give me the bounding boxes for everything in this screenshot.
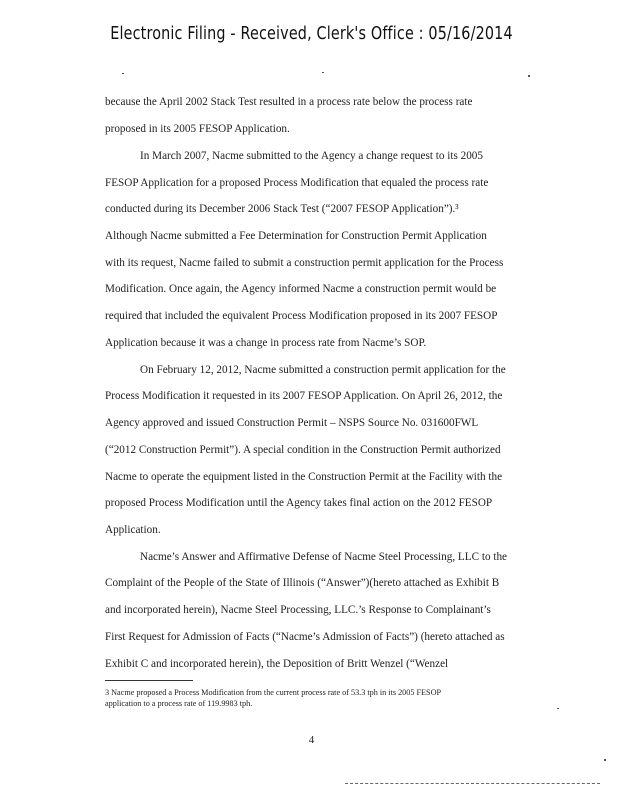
- body-line: (“2012 Construction Permit”). A special condition in the Construction Permit authorized: [105, 444, 501, 456]
- body-line: proposed in its 2005 FESOP Application.: [105, 123, 290, 135]
- page-number: 4: [308, 734, 315, 746]
- body-line: Application because it was a change in process rate from Nacme’s SOP.: [105, 337, 427, 349]
- bottom-scan-line: [345, 783, 600, 784]
- footnote-divider: [105, 680, 193, 681]
- scan-speck: [528, 75, 530, 77]
- body-line: First Request for Admission of Facts (“Nacme’s Admission of Facts”) (hereto attached as: [105, 631, 505, 643]
- body-line: Exhibit C and incorporated herein), the Deposition of Britt Wenzel (“Wenzel: [105, 658, 449, 670]
- body-line: proposed Process Modification until the Agency takes final action on the 2012 FESOP: [105, 497, 493, 509]
- body-line: Nacme to operate the equipment listed in the Construction Permit at the Facility with the: [105, 471, 503, 483]
- body-line: Nacme’s Answer and Affirmative Defense of Nacme Steel Processing, LLC to the: [140, 551, 508, 563]
- body-line: required that included the equivalent Process Modification proposed in its 2007 FESOP: [105, 310, 498, 322]
- body-line: conducted during its December 2006 Stack Test (“2007 FESOP Application”).³: [105, 203, 459, 215]
- body-line: Process Modification it requested in its 2007 FESOP Application. On April 26, 2012, the: [105, 390, 503, 402]
- body-line: with its request, Nacme failed to submit a construction permit application for the Process: [105, 257, 504, 269]
- filing-stamp: Electronic Filing - Received, Clerk's Office : 05/16/2014: [110, 24, 513, 44]
- body-line: Complaint of the People of the State of Illinois (“Answer”)(hereto attached as Exhibit B: [105, 577, 500, 589]
- body-line: In March 2007, Nacme submitted to the Agency a change request to its 2005: [140, 150, 483, 162]
- scan-speck: [322, 72, 324, 73]
- scan-speck: [604, 759, 606, 761]
- body-line: Modification. Once again, the Agency informed Nacme a construction permit would be: [105, 283, 497, 295]
- body-line: On February 12, 2012, Nacme submitted a construction permit application for the: [140, 364, 506, 376]
- scan-speck: [557, 708, 559, 709]
- footnote-line: 3 Nacme proposed a Process Modification from the current process rate of 53.3 tph in its 2005 FESOP: [105, 688, 442, 697]
- footnote-line: application to a process rate of 119.9983 tph.: [105, 699, 253, 708]
- body-line: because the April 2002 Stack Test resulted in a process rate below the process rate: [105, 96, 473, 108]
- body-line: and incorporated herein), Nacme Steel Processing, LLC.’s Response to Complainant’s: [105, 604, 491, 616]
- body-line: Application.: [105, 524, 161, 536]
- scan-speck: [122, 73, 124, 74]
- body-line: Agency approved and issued Construction Permit – NSPS Source No. 031600FWL: [105, 417, 479, 429]
- body-line: Although Nacme submitted a Fee Determination for Construction Permit Application: [105, 230, 487, 242]
- body-line: FESOP Application for a proposed Process Modification that equaled the process rate: [105, 177, 489, 189]
